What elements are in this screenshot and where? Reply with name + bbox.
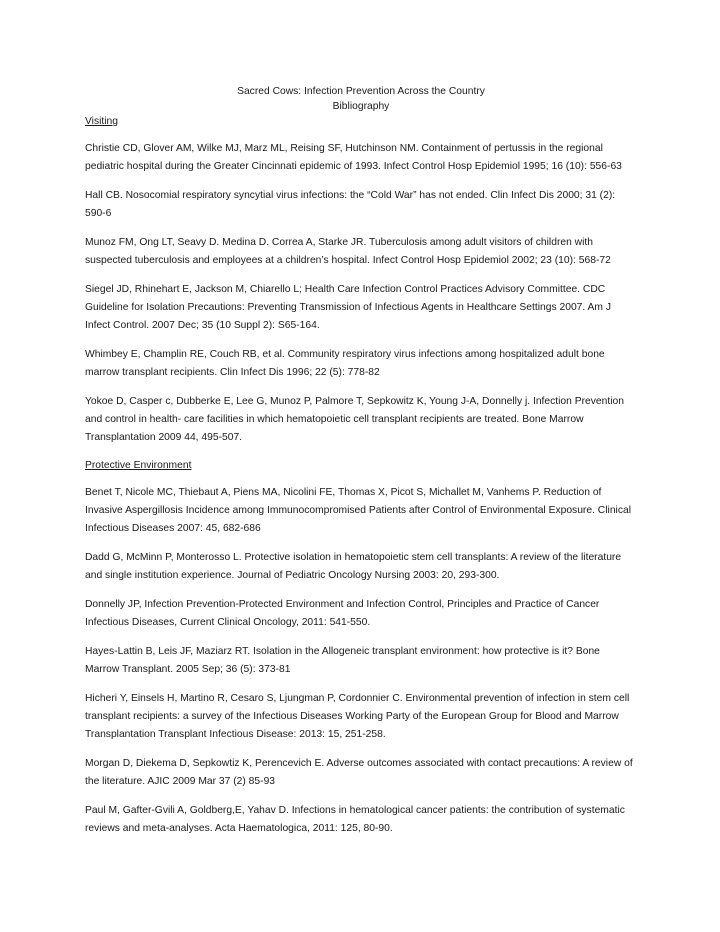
reference-entry: Morgan D, Diekema D, Sepkowtiz K, Perencevich E. Adverse outcomes associated with contact precautions: A review of the literature. AJIC 2009 Mar 37 (2) 85-93 (85, 758, 633, 787)
section-heading-protective-environment: Protective Environment (85, 460, 192, 471)
reference-entry: Munoz FM, Ong LT, Seavy D. Medina D. Correa A, Starke JR. Tuberculosis among adult visitors of children with suspected tuberculosis and employees at a children’s hospital. Infect Control Hosp Epidemiol 2002; 23 (10): 568-72 (85, 237, 611, 266)
section-heading-visiting: Visiting (85, 116, 119, 127)
document-body (85, 84, 637, 849)
reference-entry: Siegel JD, Rhinehart E, Jackson M, Chiarello L; Health Care Infection Control Practices Advisory Committee. CDC Guideline for Isolation Precautions: Preventing Transmission of Infectious Agents in Healthcare Settings 2007. Am J Infect Control. 2007 Dec; 35 (10 Suppl 2): S65-164. (85, 284, 612, 331)
reference-entry: Hicheri Y, Einsels H, Martino R, Cesaro S, Ljungman P, Cordonnier C. Environmental prevention of infection in stem cell transplant recipients: a survey of the Infectious Diseases Working Party of the European Group for Blood and Marrow Transplantation Transplant Infectious Disease: 2013: 15, 251-258. (85, 693, 630, 740)
reference-entry: Hayes-Lattin B, Leis JF, Maziarz RT. Isolation in the Allogeneic transplant environment: how protective is it? Bone Marrow Transplant. 2005 Sep; 36 (5): 373-81 (85, 646, 600, 675)
reference-entry: Christie CD, Glover AM, Wilke MJ, Marz ML, Reising SF, Hutchinson NM. Containment of pertussis in the regional pediatric hospital during the Greater Cincinnati epidemic of 1993. Infect Control Hosp Epidemiol 1995; 16 (10): 556-63 (85, 143, 622, 172)
reference-entry: Whimbey E, Champlin RE, Couch RB, et al. Community respiratory virus infections among hospitalized adult bone marrow transplant recipients. Clin Infect Dis 1996; 22 (5): 778-82 (85, 349, 605, 378)
reference-entry: Paul M, Gafter-Gvili A, Goldberg,E, Yahav D. Infections in hematological cancer patients: the contribution of systematic reviews and meta-analyses. Acta Haematologica, 2011: 125, 80-90. (85, 805, 625, 834)
reference-entry: Yokoe D, Casper c, Dubberke E, Lee G, Munoz P, Palmore T, Sepkowitz K, Young J-A, Donnelly j. Infection Prevention and control in health- care facilities in which hematopoietic cell transplant recipients are treated. Bone Marrow Transplantation 2009 44, 495-507. (85, 396, 624, 443)
title-block (85, 84, 637, 114)
document-subtitle: Bibliography (332, 101, 390, 112)
reference-entry: Donnelly JP, Infection Prevention-Protected Environment and Infection Control, Principles and Practice of Cancer Infectious Diseases, Current Clinical Oncology, 2011: 541-550. (85, 599, 600, 628)
reference-entry: Hall CB. Nosocomial respiratory syncytial virus infections: the “Cold War” has not ended. Clin Infect Dis 2000; 31 (2): 590-6 (85, 190, 616, 219)
document-title: Sacred Cows: Infection Prevention Across the Country (237, 86, 485, 97)
reference-entry: Benet T, Nicole MC, Thiebaut A, Piens MA, Nicolini FE, Thomas X, Picot S, Michallet M, Vanhems P. Reduction of Invasive Aspergillosis Incidence among Immunocompromised Patients after Control of Environmental Exposure. Clinical Infectious Diseases 2007: 45, 682-686 (85, 487, 631, 534)
reference-entry: Dadd G, McMinn P, Monterosso L. Protective isolation in hematopoietic stem cell transplants: A review of the literature and single institution experience. Journal of Pediatric Oncology Nursing 2003: 20, 293-300. (85, 552, 622, 581)
